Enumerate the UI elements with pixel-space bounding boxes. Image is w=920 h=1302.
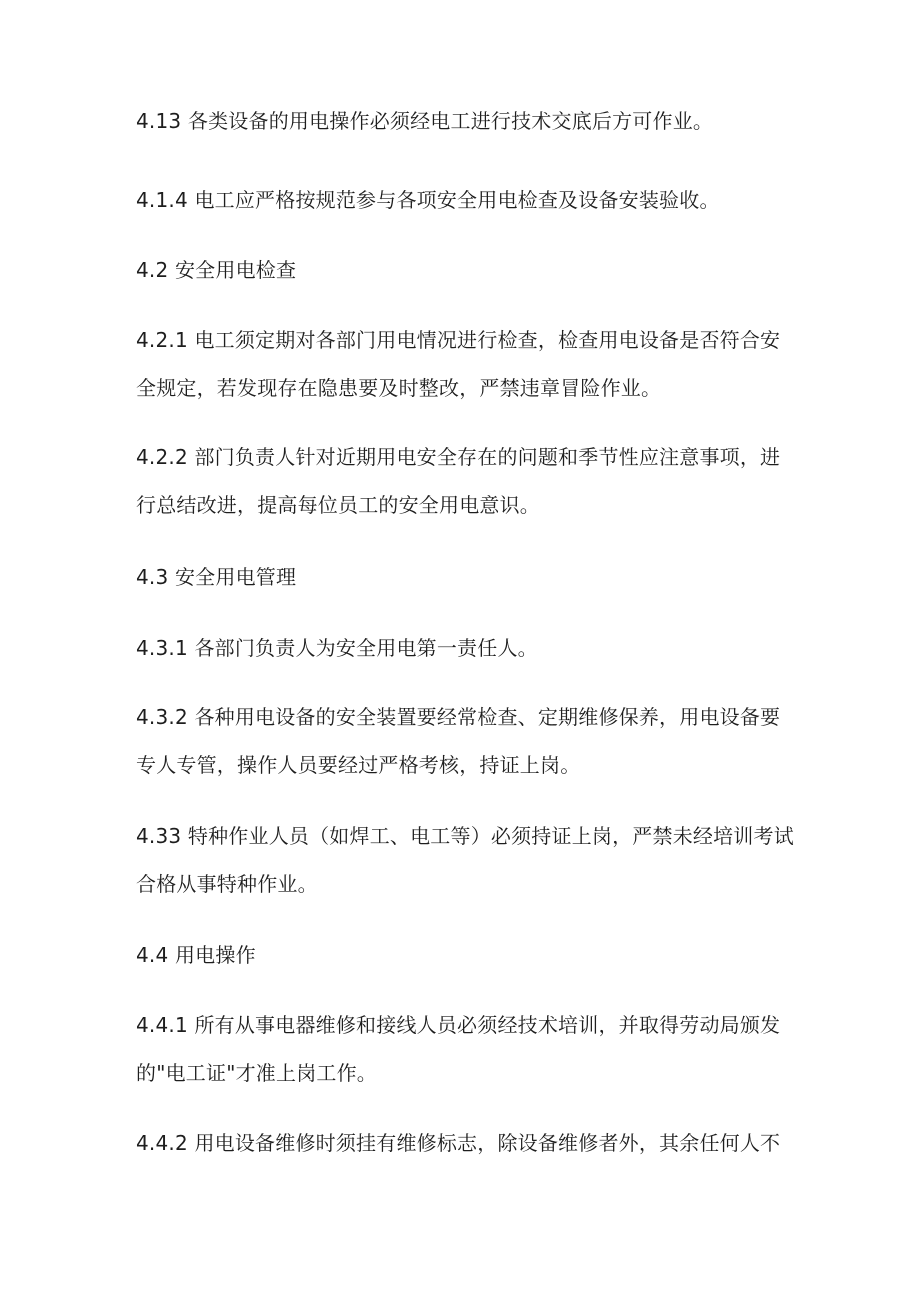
text-line: 4.3.2 各种用电设备的安全装置要经常检查、定期维修保养，用电设备要 <box>136 705 781 729</box>
text-line: 的"电工证"才准上岗工作。 <box>136 1061 377 1085</box>
text-line: 4.3.1 各部门负责人为安全用电第一责任人。 <box>136 636 538 660</box>
text-line: 4.4.1 所有从事电器维修和接线人员必须经技术培训，并取得劳动局颁发 <box>136 1013 781 1037</box>
text-line: 4.2.2 部门负责人针对近期用电安全存在的问题和季节性应注意事项，进 <box>136 445 781 469</box>
text-line: 4.4.2 用电设备维修时须挂有维修标志，除设备维修者外，其余任何人不 <box>136 1131 781 1155</box>
text-line: 合格从事特种作业。 <box>136 872 318 896</box>
paragraph-4-3-3 <box>136 812 796 908</box>
paragraph-4-2-2 <box>136 433 796 529</box>
text-line: 4.3 安全用电管理 <box>136 565 297 589</box>
text-line: 4.1.4 电工应严格按规范参与各项安全用电检查及设备安装验收。 <box>136 188 720 212</box>
section-heading-4-3 <box>136 553 796 601</box>
section-heading-4-2 <box>136 246 796 294</box>
text-line: 4.4 用电操作 <box>136 943 256 967</box>
paragraph-4-4-1 <box>136 1001 796 1097</box>
text-line: 全规定，若发现存在隐患要及时整改，严禁违章冒险作业。 <box>136 376 662 400</box>
text-line: 专人专管，操作人员要经过严格考核，持证上岗。 <box>136 753 581 777</box>
paragraph-4-3-1 <box>136 624 796 672</box>
text-line: 4.2 安全用电检查 <box>136 258 297 282</box>
paragraph-4-1-4 <box>136 176 796 224</box>
text-line: 行总结改进，提高每位员工的安全用电意识。 <box>136 493 540 517</box>
paragraph-4-4-2 <box>136 1119 796 1167</box>
text-line: 4.13 各类设备的用电操作必须经电工进行技术交底后方可作业。 <box>136 109 714 133</box>
paragraph-4-3-2 <box>136 693 796 789</box>
text-line: 4.2.1 电工须定期对各部门用电情况进行检查，检查用电设备是否符合安 <box>136 328 781 352</box>
section-heading-4-4 <box>136 931 796 979</box>
text-line: 4.33 特种作业人员（如焊工、电工等）必须持证上岗，严禁未经培训考试 <box>136 824 794 848</box>
paragraph-4-1-3 <box>136 97 796 145</box>
paragraph-4-2-1 <box>136 316 796 412</box>
